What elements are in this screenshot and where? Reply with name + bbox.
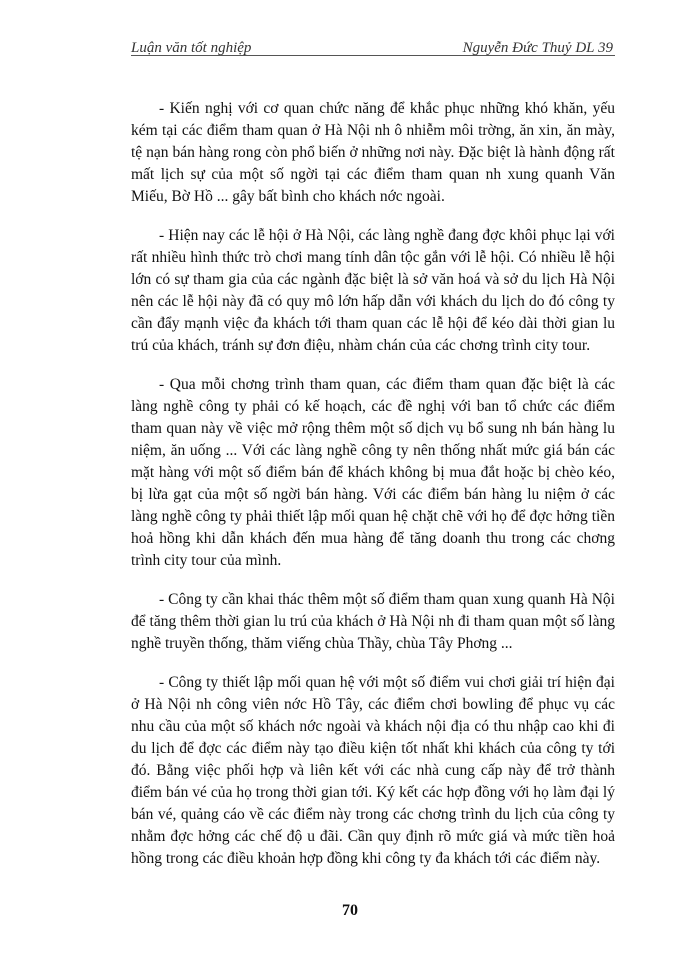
paragraph-3: - Qua mỗi chơng trình tham quan, các điểm tham quan đặc biệt là các làng nghề công ty phải có kế hoạch, các đề nghị với ban tổ chức các điểm tham quan này về việc mở rộng thêm một số dịch vụ bổ sung nh bán hàng lu niệm, ăn uống ... Với các làng nghề công ty nên thống nhất mức giá bán các mặt hàng với một số điểm bán để khách không bị mua đắt hoặc bị chèo kéo, bị lừa gạt của một số ngời bán hàng. Với các điểm bán hàng lu niệm ở các làng nghề công ty phải thiết lập mối quan hệ chặt chẽ với họ để đợc hởng tiền hoả hồng khi dẫn khách đến mua hàng để tăng doanh thu trong các chơng trình city tour của mình. <box>131 376 615 569</box>
paragraph-1: - Kiến nghị với cơ quan chức năng để khắc phục những khó khăn, yếu kém tại các điểm tham quan ở Hà Nội nh ô nhiễm môi trờng, ăn xin, ăn mày, tệ nạn bán hàng rong còn phổ biến ở những nơi này. Đặc biệt là hành động rất mất lịch sự của một số ngời tại các điểm tham quan nh xung quanh Văn Miếu, Bờ Hồ ... gây bất bình cho khách nớc ngoài. <box>131 100 615 205</box>
running-header <box>131 34 613 60</box>
document-body <box>131 98 615 887</box>
header-thesis-label: Luận văn tốt nghiệp <box>131 40 252 56</box>
paragraph-2: - Hiện nay các lễ hội ở Hà Nội, các làng nghề đang đợc khôi phục lại với rất nhiều hình thức trò chơi mang tính dân tộc gắn với lễ hội. Có nhiều lễ hội lớn có sự tham gia của các ngành đặc biệt là sở văn hoá và sở du lịch Hà Nội nên các lễ hội này đã có quy mô lớn hấp dẫn với khách du lịch do đó công ty cần đẩy mạnh việc đa khách tới tham quan các lễ hội để kéo dài thời gian lu trú của khách, tránh sự đơn điệu, nhàm chán của các chơng trình city tour. <box>131 227 615 354</box>
header-author: Nguyễn Đức Thuỷ DL 39 <box>462 40 613 56</box>
paragraph-4: - Công ty cần khai thác thêm một số điểm tham quan xung quanh Hà Nội để tăng thêm thời gian lu trú của khách ở Hà Nội nh đi tham quan một số làng nghề truyền thống, thăm viếng chùa Thầy, chùa Tây Phơng ... <box>131 591 615 652</box>
header-divider <box>131 55 615 56</box>
page-number: 70 <box>342 902 358 919</box>
paragraph-5: - Công ty thiết lập mối quan hệ với một số điểm vui chơi giải trí hiện đại ở Hà Nội nh công viên nớc Hồ Tây, các điểm chơi bowling để phục vụ các nhu cầu của một số khách nớc ngoài và khách nội địa có thu nhập cao khi đi du lịch để đợc các điểm này tạo điều kiện tốt nhất khi khách của công ty tới đó. Bằng việc phối hợp và liên kết với các nhà cung cấp này để trở thành điểm bán vé của họ trong thời gian tới. Ký kết các hợp đồng với họ làm đại lý bán vé, quảng cáo về các điểm này trong các chơng trình du lịch của công ty nhằm đợc hởng các chế độ u đãi. Cần quy định rõ mức giá và mức tiền hoả hồng trong các điều khoản hợp đồng khi công ty đa khách tới các điểm này. <box>131 674 615 867</box>
